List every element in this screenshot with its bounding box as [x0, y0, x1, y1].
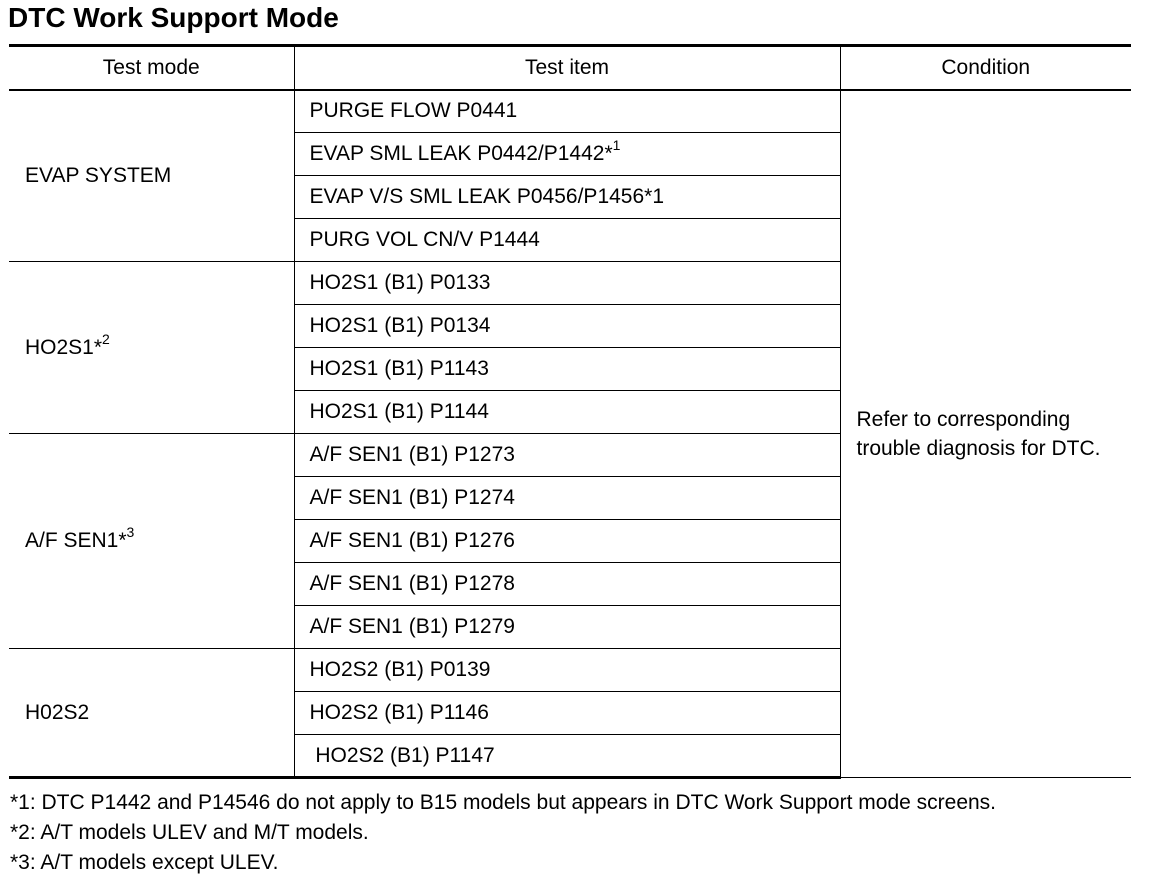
test-mode-cell — [9, 434, 294, 649]
column-header-test-item: Test item — [294, 46, 840, 90]
condition-cell: Refer to corresponding trouble diagnosis for DTC. — [840, 90, 1131, 778]
test-item-label: HO2S1 (B1) P0133 — [309, 271, 491, 294]
test-item-label: A/F SEN1 (B1) P1279 — [309, 615, 515, 638]
test-mode-cell — [9, 262, 294, 434]
page-title: DTC Work Support Mode — [8, 2, 339, 33]
test-item-label: HO2S2 (B1) P1146 — [309, 701, 489, 724]
test-item-cell — [294, 520, 840, 563]
test-mode-cell — [9, 90, 294, 262]
test-item-label: EVAP V/S SML LEAK P0456/P1456*1 — [309, 185, 665, 208]
test-mode-label: H02S2 — [25, 700, 90, 724]
test-mode-footnote-ref: 3 — [126, 524, 135, 540]
test-mode-footnote-ref: 2 — [102, 330, 110, 347]
test-item-cell — [294, 434, 840, 477]
test-item-label: A/F SEN1 (B1) P1276 — [309, 529, 515, 552]
test-item-cell — [294, 649, 840, 692]
test-item-label: HO2S1 (B1) P0134 — [309, 314, 491, 337]
test-item-label: HO2S2 (B1) P1147 — [309, 743, 495, 767]
column-header-condition: Condition — [840, 46, 1131, 90]
test-item-cell — [294, 348, 840, 391]
test-item-label: HO2S1 (B1) P1144 — [309, 400, 489, 423]
test-item-label: A/F SEN1 (B1) P1278 — [309, 572, 515, 595]
test-item-label: HO2S2 (B1) P0139 — [309, 658, 491, 681]
test-item-cell — [294, 735, 840, 778]
footnote-3: *3: A/T models except ULEV. — [10, 851, 279, 874]
test-item-label: PURG VOL CN/V P1444 — [309, 228, 540, 251]
test-item-cell — [294, 305, 840, 348]
test-item-label: EVAP SML LEAK P0442/P1442* — [309, 142, 613, 165]
test-item-cell — [294, 90, 840, 133]
test-item-label: HO2S1 (B1) P1143 — [309, 357, 489, 380]
test-item-cell — [294, 219, 840, 262]
footnotes — [10, 788, 996, 878]
test-item-cell — [294, 133, 840, 176]
test-item-cell — [294, 262, 840, 305]
test-item-cell — [294, 692, 840, 735]
footnote-2: *2: A/T models ULEV and M/T models. — [10, 821, 369, 844]
column-header-test-mode: Test mode — [9, 46, 294, 90]
table-row — [9, 90, 1131, 133]
test-mode-label: HO2S1* — [25, 335, 103, 359]
test-item-label: PURGE FLOW P0441 — [309, 99, 518, 123]
dtc-work-support-table — [9, 44, 1131, 779]
test-item-cell — [294, 563, 840, 606]
test-item-cell — [294, 606, 840, 649]
test-item-label: A/F SEN1 (B1) P1274 — [309, 486, 515, 509]
test-mode-label: EVAP SYSTEM — [25, 163, 172, 187]
test-mode-label: A/F SEN1* — [25, 529, 127, 552]
test-item-cell — [294, 477, 840, 520]
test-item-cell — [294, 176, 840, 219]
test-item-cell — [294, 391, 840, 434]
test-mode-cell — [9, 649, 294, 778]
table-header-row — [9, 46, 1131, 90]
test-item-label: A/F SEN1 (B1) P1273 — [309, 443, 515, 466]
table-body — [9, 90, 1131, 778]
test-item-footnote-ref: 1 — [612, 137, 621, 153]
footnote-1: *1: DTC P1442 and P14546 do not apply to B15 models but appears in DTC Work Support mode screens. — [10, 791, 997, 814]
